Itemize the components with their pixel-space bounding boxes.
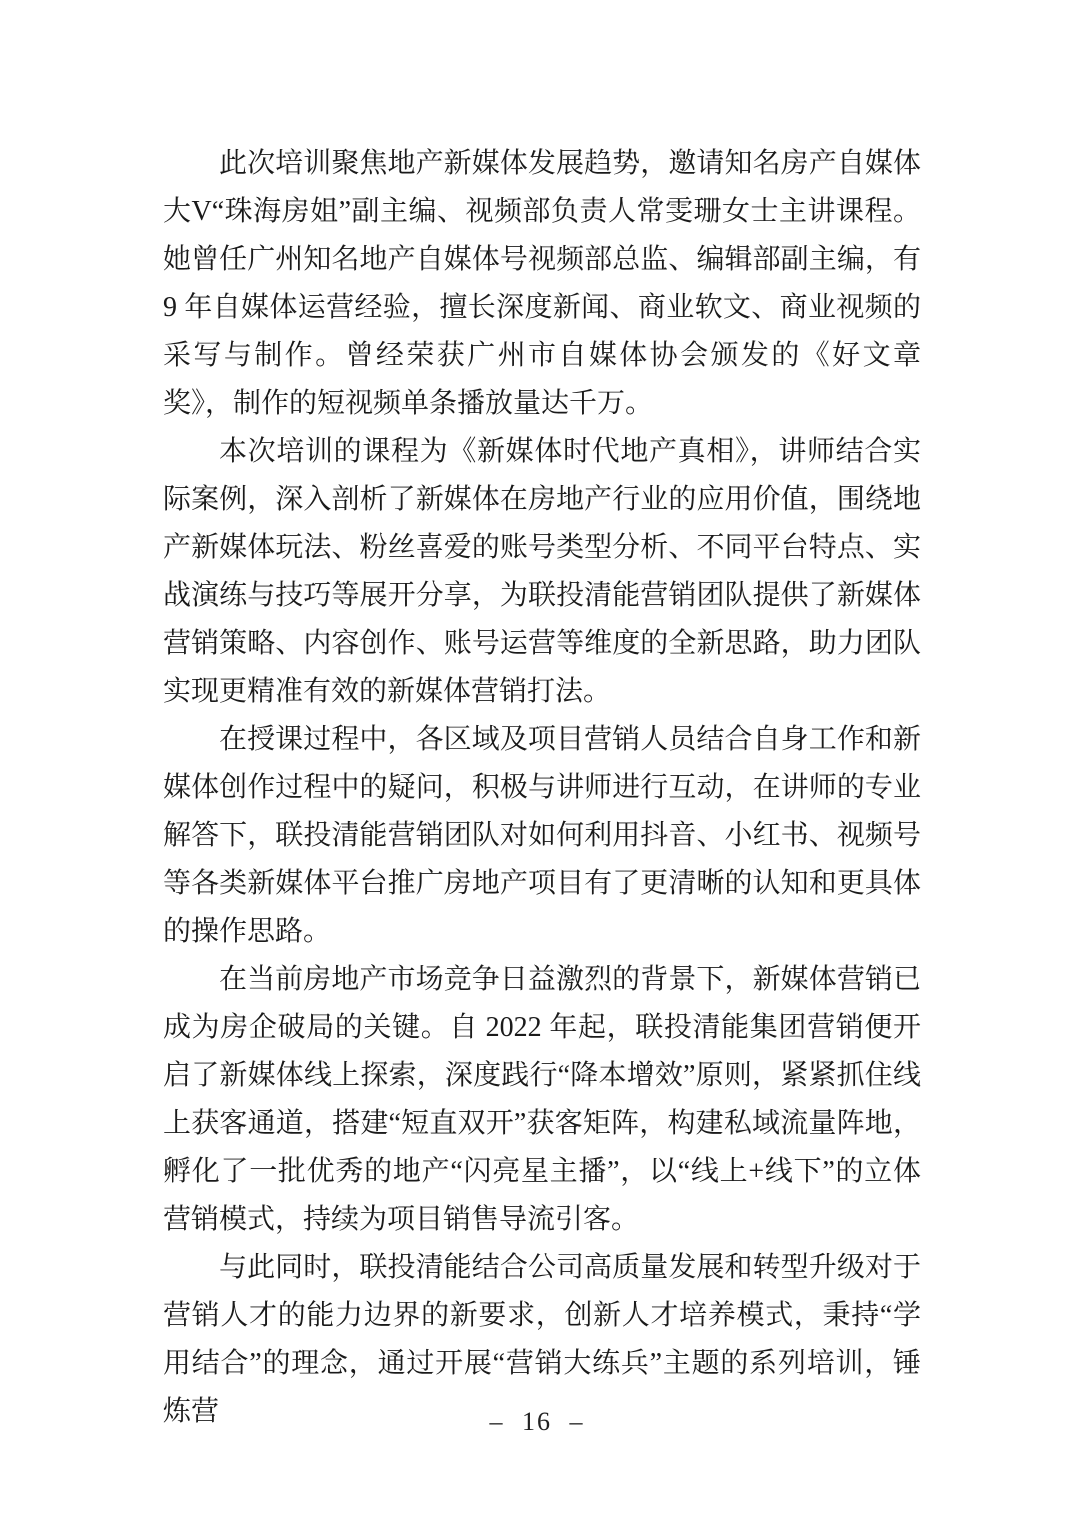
paragraph: 在授课过程中，各区域及项目营销人员结合自身工作和新媒体创作过程中的疑问，积极与讲师进行互动，在讲师的专业解答下，联投清能营销团队对如何利用抖音、小红书、视频号等各类新媒体平台推广房地产项目有了更清晰的认知和更具体的操作思路。 <box>163 724 921 947</box>
paragraph: 在当前房地产市场竞争日益激烈的背景下，新媒体营销已成为房企破局的关键。自 2022 年起，联投清能集团营销便开启了新媒体线上探索，深度践行“降本增效”原则，紧紧抓住线上获客通道，搭建“短直双开”获客矩阵，构建私域流量阵地，孵化了一批优秀的地产“闪亮星主播”，以“线上+线下”的立体营销模式，持续为项目销售导流引客。 <box>163 964 921 1235</box>
paragraph: 本次培训的课程为《新媒体时代地产真相》，讲师结合实际案例，深入剖析了新媒体在房地产行业的应用价值，围绕地产新媒体玩法、粉丝喜爱的账号类型分析、不同平台特点、实战演练与技巧等展开分享，为联投清能营销团队提供了新媒体营销策略、内容创作、账号运营等维度的全新思路，助力团队实现更精准有效的新媒体营销打法。 <box>163 436 921 707</box>
paragraph: 与此同时，联投清能结合公司高质量发展和转型升级对于营销人才的能力边界的新要求，创新人才培养模式，秉持“学用结合”的理念，通过开展“营销大练兵”主题的系列培训，锤炼营 <box>163 1252 921 1427</box>
document-body <box>163 140 921 1436</box>
paragraph: 此次培训聚焦地产新媒体发展趋势，邀请知名房产自媒体大V“珠海房姐”副主编、视频部负责人常雯珊女士主讲课程。她曾任广州知名地产自媒体号视频部总监、编辑部副主编，有 9 年自媒体运营经验，擅长深度新闻、商业软文、商业视频的采写与制作。曾经荣获广州市自媒体协会颁发的《好文章奖》，制作的短视频单条播放量达千万。 <box>163 148 921 419</box>
page-number: – 16 – <box>489 1407 585 1436</box>
